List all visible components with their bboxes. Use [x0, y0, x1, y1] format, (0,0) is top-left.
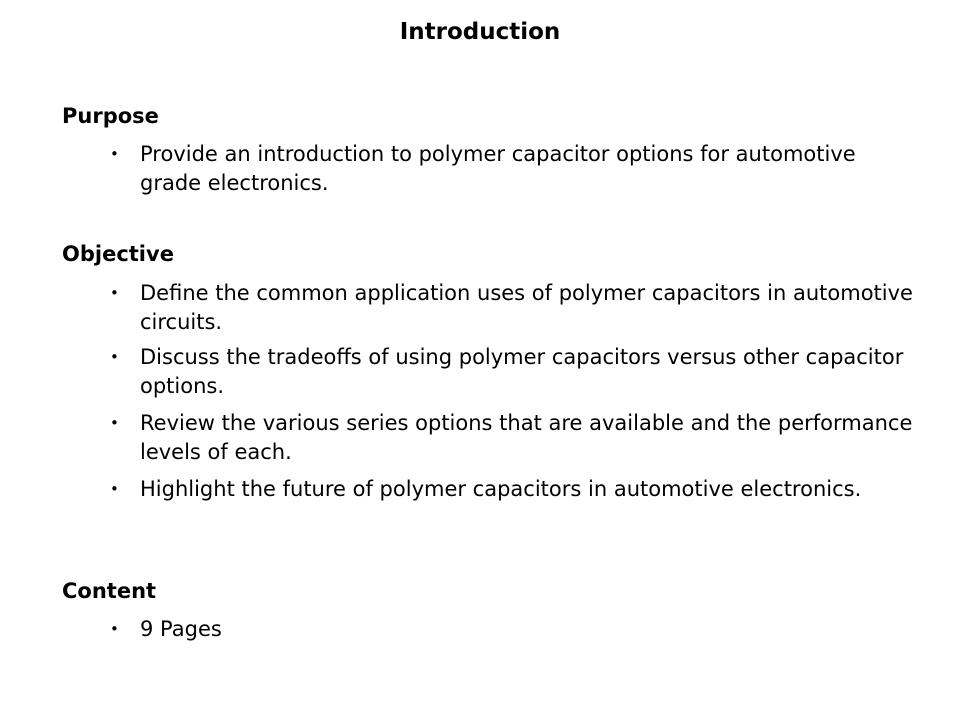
bullet-icon: •: [110, 348, 119, 366]
section-heading-purpose: Purpose: [62, 104, 159, 128]
bullet-text: Review the various series options that are available and the performance levels of each.: [140, 411, 913, 464]
bullet-icon: •: [110, 620, 119, 638]
bullet-icon: •: [110, 145, 119, 163]
list-item: [110, 140, 920, 198]
section-heading-content: Content: [62, 579, 157, 603]
list-item: [110, 279, 920, 337]
bullet-text: Discuss the tradeoffs of using polymer capacitors versus other capacitor options.: [140, 345, 904, 398]
bullet-text: Define the common application uses of polymer capacitors in automotive circuits.: [140, 281, 913, 334]
list-item: [110, 343, 920, 401]
list-item: [110, 409, 920, 467]
bullet-icon: •: [110, 414, 119, 432]
list-item: [110, 475, 920, 504]
bullet-text: Highlight the future of polymer capacitors in automotive electronics.: [140, 477, 862, 501]
list-item: [110, 615, 920, 644]
page-title: Introduction: [399, 19, 561, 45]
section-heading-objective: Objective: [62, 242, 174, 266]
bullet-icon: •: [110, 480, 119, 498]
bullet-icon: •: [110, 284, 119, 302]
bullet-text: Provide an introduction to polymer capacitor options for automotive grade electronics.: [140, 142, 856, 195]
bullet-text: 9 Pages: [140, 617, 222, 641]
